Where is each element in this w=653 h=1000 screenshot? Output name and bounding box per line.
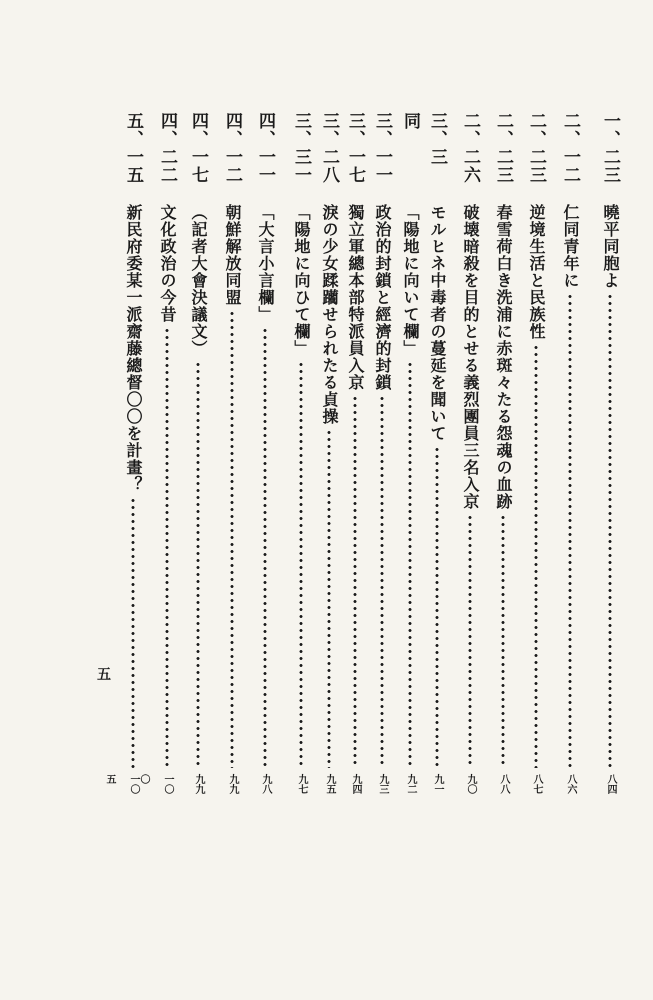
toc-entry-date: 四、一一: [255, 112, 275, 184]
toc-entry-date: 三、一七: [345, 112, 365, 184]
toc-entry: [186, 112, 210, 802]
toc-entry: [343, 112, 367, 802]
toc-entry-page: 八六: [565, 774, 576, 794]
toc-entry-date: 二、二六: [460, 112, 480, 184]
toc-entry-title: 朝鮮解放同盟: [223, 204, 242, 306]
toc-entry-date: 三、三: [427, 112, 447, 166]
toc-entry-page: 九一: [432, 774, 443, 794]
toc-leader-dots: [230, 310, 234, 768]
toc-leader-dots: [196, 361, 200, 768]
toc-entry-page: 九七: [296, 774, 307, 794]
toc-entry-date: 五、一五: [123, 112, 143, 184]
toc-entry: [398, 112, 422, 802]
toc-entry-title: 文化政治の今昔: [158, 204, 177, 323]
toc-entry: [598, 112, 622, 802]
toc-leader-dots: [299, 361, 303, 768]
toc-leader-dots: [408, 361, 412, 768]
toc-entry: [104, 112, 145, 802]
toc-leader-dots: [568, 293, 572, 768]
toc-entry-page: 九〇: [465, 774, 476, 794]
toc-entry-title: 仁同青年に: [561, 204, 580, 289]
toc-leader-dots: [353, 395, 357, 768]
toc-entry-date: 三、二八: [319, 112, 339, 184]
toc-entry-title: 「大言小言欄」: [256, 204, 275, 323]
toc-entry-title: 破壊暗殺を目的とせる義烈團員三名入京: [461, 204, 480, 510]
toc-entry-page: 八七: [531, 774, 542, 794]
toc-entry-page: 一〇五: [104, 774, 139, 794]
toc-entry-title: 「陽地に向いて欄」: [401, 204, 420, 357]
toc-leader-dots: [608, 293, 612, 768]
toc-entry-title: 獨立軍總本部特派員入京: [346, 204, 365, 391]
folio-page-number: 五: [97, 667, 111, 683]
toc-entry-page: 八八: [498, 774, 509, 794]
toc-entry-page: 一〇〇: [138, 774, 173, 794]
toc-entry-page: 九四: [350, 774, 361, 794]
toc-entry: [138, 112, 179, 802]
toc-entry: [425, 112, 449, 802]
toc-entry: [253, 112, 277, 802]
toc-entry: [558, 112, 582, 802]
toc-leader-dots: [263, 327, 267, 768]
toc-entry: [220, 112, 244, 802]
toc-entry-date: 同: [400, 112, 420, 130]
toc-entry-page: 九五: [324, 774, 335, 794]
toc-leader-dots: [435, 446, 439, 768]
toc-entry-date: 三、三一: [291, 112, 311, 184]
toc-entry-title: 春雪荷白き洗浦に赤斑々たる怨魂の血跡: [494, 204, 513, 510]
toc-entry-page: 九二: [405, 774, 416, 794]
toc-leader-dots: [380, 395, 384, 768]
toc-entry-date: 四、一七: [188, 112, 208, 184]
toc-entry: [317, 112, 341, 802]
toc-entry-date: 一、二三: [600, 112, 620, 184]
toc-entry-title: モルヒネ中毒者の蔓延を聞いて: [428, 204, 447, 442]
toc-leader-dots: [165, 327, 169, 768]
toc-entry-title: 「陽地に向ひて欄」: [292, 204, 311, 357]
toc-entry-page: 九八: [260, 774, 271, 794]
toc-leader-dots: [534, 344, 538, 768]
toc-entry-title: 新民府委某一派齋藤總督〇〇を計畫？: [124, 204, 143, 493]
toc-entry-title: 曉平同胞よ: [601, 204, 620, 289]
toc-entry-date: 四、一二: [222, 112, 242, 184]
toc-entry-date: 二、二三: [526, 112, 546, 184]
toc-entry: [458, 112, 482, 802]
toc-entry: [370, 112, 394, 802]
toc-entry-date: 三、一一: [372, 112, 392, 184]
toc-entry-title: 淚の少女蹂躪せられたる貞操: [320, 204, 339, 425]
toc-entry-page: 九三: [377, 774, 388, 794]
toc-entry-date: 二、一二: [560, 112, 580, 184]
toc-entry-date: 四、二二: [157, 112, 177, 184]
toc-leader-dots: [501, 514, 505, 768]
toc-entry: [491, 112, 515, 802]
toc-entry-date: 二、二三: [493, 112, 513, 184]
toc-entry-title: 政治的封鎖と經濟的封鎖: [373, 204, 392, 391]
toc-leader-dots: [468, 514, 472, 768]
toc-entry-page: 九九: [193, 774, 204, 794]
toc-leader-dots: [131, 497, 135, 768]
toc-entry-title: （記者大會決議文）: [189, 204, 208, 357]
toc-leader-dots: [327, 429, 331, 768]
toc-entry: [289, 112, 313, 802]
toc-entry-page: 九九: [227, 774, 238, 794]
toc-entry: [524, 112, 548, 802]
toc-entry-title: 逆境生活と民族性: [527, 204, 546, 340]
toc-entry-page: 八四: [605, 774, 616, 794]
